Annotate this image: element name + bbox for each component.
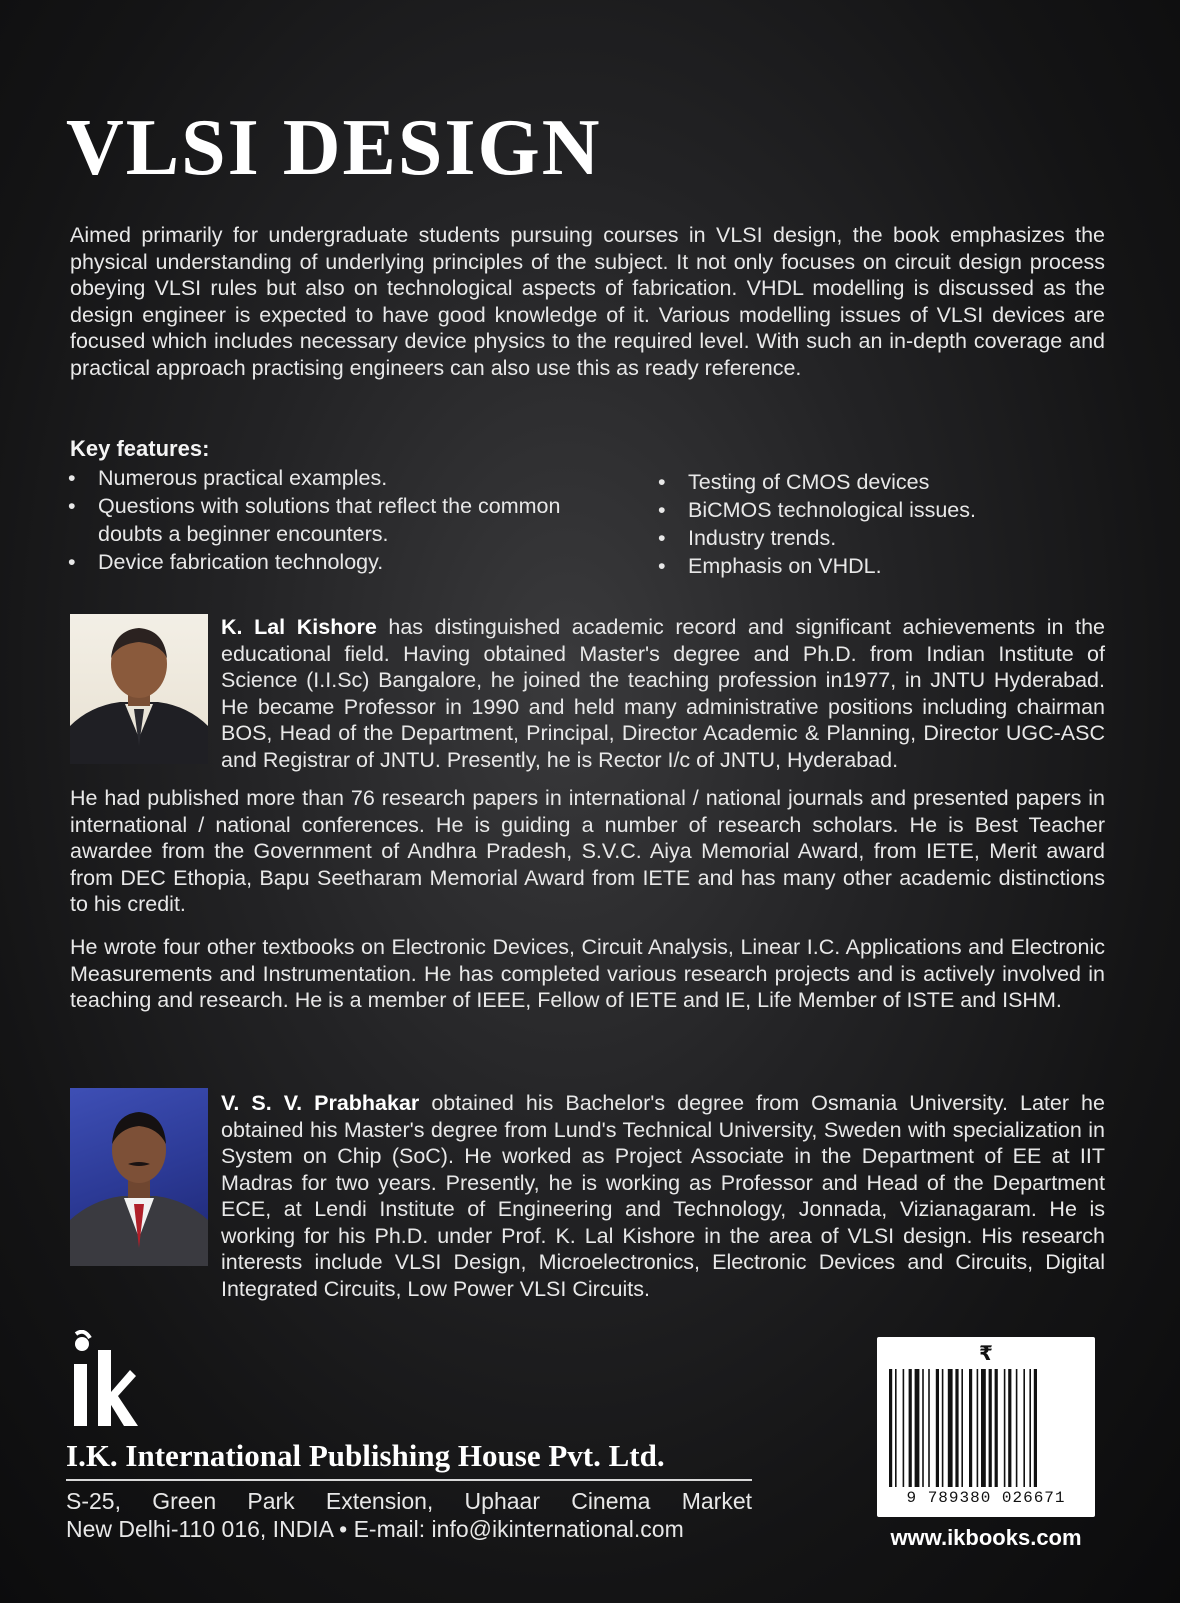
author1-bio-intro: [221, 614, 1105, 773]
publisher-logo: [68, 1330, 140, 1430]
author1-bio-publications: He had published more than 76 research papers in international / national journals and presented papers in international / national conferences. He is guiding a number of research scholars. He is Best Teacher awardee from the Government of Andhra Pradesh, S.V.C. Aiya Memorial Award, from IETE, Merit award from DEC Ethopia, Bapu Seetharam Memorial Award from IETE and has many other academic distinctions to his credit.: [70, 786, 1105, 916]
author2-bio-text: obtained his Bachelor's degree from Osmania University. Later he obtained his Master's degree from Lund's Technical University, Sweden with specialization in System on Chip (SoC). He worked as Project Associate in the Department of EE at IIT Madras for two years. Presently, he is working as Professor and Head of the Department ECE, at Lendi Institute of Engineering and Technology, Jonnada, Vizianagaram. He is working for his Ph.D. under Prof. K. Lal Kishore in the area of VLSI design. His research interests include VLSI Design, Microelectronics, Electronic Devices and Circuits, Digital Integrated Circuits, Low Power VLSI Circuits.: [221, 1091, 1105, 1301]
key-feature-item: • BiCMOS technological issues.: [656, 496, 1106, 524]
publisher-address: [66, 1487, 752, 1543]
key-feature-item: • Testing of CMOS devices: [656, 468, 1106, 496]
isbn-number: 9 789380 026671: [906, 1489, 1066, 1507]
key-feature-item: • Device fabrication technology.: [66, 548, 626, 576]
ik-logo-icon: [68, 1330, 140, 1430]
key-features-list-right: [656, 468, 1106, 580]
author2-name: V. S. V. Prabhakar: [221, 1091, 420, 1115]
book-title: VLSI DESIGN: [66, 104, 602, 192]
key-feature-item: • Industry trends.: [656, 524, 1106, 552]
author2-bio: [221, 1090, 1105, 1302]
key-feature-item: • Questions with solutions that reflect the common doubts a beginner encounters.: [66, 492, 626, 548]
author1-photo: [70, 614, 208, 764]
publisher-name: I.K. International Publishing House Pvt. Ltd.: [66, 1438, 665, 1473]
author1-portrait-icon: [70, 614, 208, 764]
address-line-1: S-25, Green Park Extension, Uphaar Cinema Market: [66, 1488, 752, 1514]
barcode-bars-icon: [887, 1369, 1087, 1487]
author1-name: K. Lal Kishore: [221, 615, 377, 639]
book-description: Aimed primarily for undergraduate students pursuing courses in VLSI design, the book emphasizes the physical understanding of underlying principles of the subject. It not only focuses on circuit design process obeying VLSI rules but also on technological aspects of fabrication. VHDL modelling is discussed as the design engineer is expected to have good knowledge of it. Various modelling issues of VLSI devices are focused which includes necessary device physics to the required level. With such an in-depth coverage and practical approach practising engineers can also use this as ready reference.: [70, 223, 1105, 380]
key-feature-item: • Numerous practical examples.: [66, 464, 626, 492]
publisher-divider: [66, 1479, 752, 1481]
key-feature-item: • Emphasis on VHDL.: [656, 552, 1106, 580]
address-line-2: New Delhi-110 016, INDIA • E-mail: info@ikinternational.com: [66, 1516, 684, 1542]
price-currency-symbol: ₹: [979, 1343, 993, 1365]
author1-bio-text: has distinguished academic record and significant achievements in the educational field. Having obtained Master's degree and Ph.D. from Indian Institute of Science (I.I.Sc) Bangalore, he joined the teaching profession in1977, in JNTU Hyderabad. He became Professor in 1990 and held many administrative positions including chairman BOS, Head of the Department, Principal, Director Academic & Planning, Director UGC-ASC and Registrar of JNTU. Presently, he is Rector I/c of JNTU, Hyderabad.: [221, 615, 1105, 772]
author2-photo: [70, 1088, 208, 1266]
isbn-barcode: [877, 1337, 1095, 1517]
publisher-website: www.ikbooks.com: [890, 1525, 1082, 1550]
key-features-heading: Key features:: [70, 436, 210, 461]
author1-bio-books: He wrote four other textbooks on Electronic Devices, Circuit Analysis, Linear I.C. Applications and Electronic Measurements and Instrumentation. He has completed various research projects and is actively involved in teaching and research. He is a member of IEEE, Fellow of IETE and IE, Life Member of ISTE and ISHM.: [70, 935, 1105, 1012]
key-features-list-left: [66, 464, 626, 576]
author2-portrait-icon: [70, 1088, 208, 1266]
